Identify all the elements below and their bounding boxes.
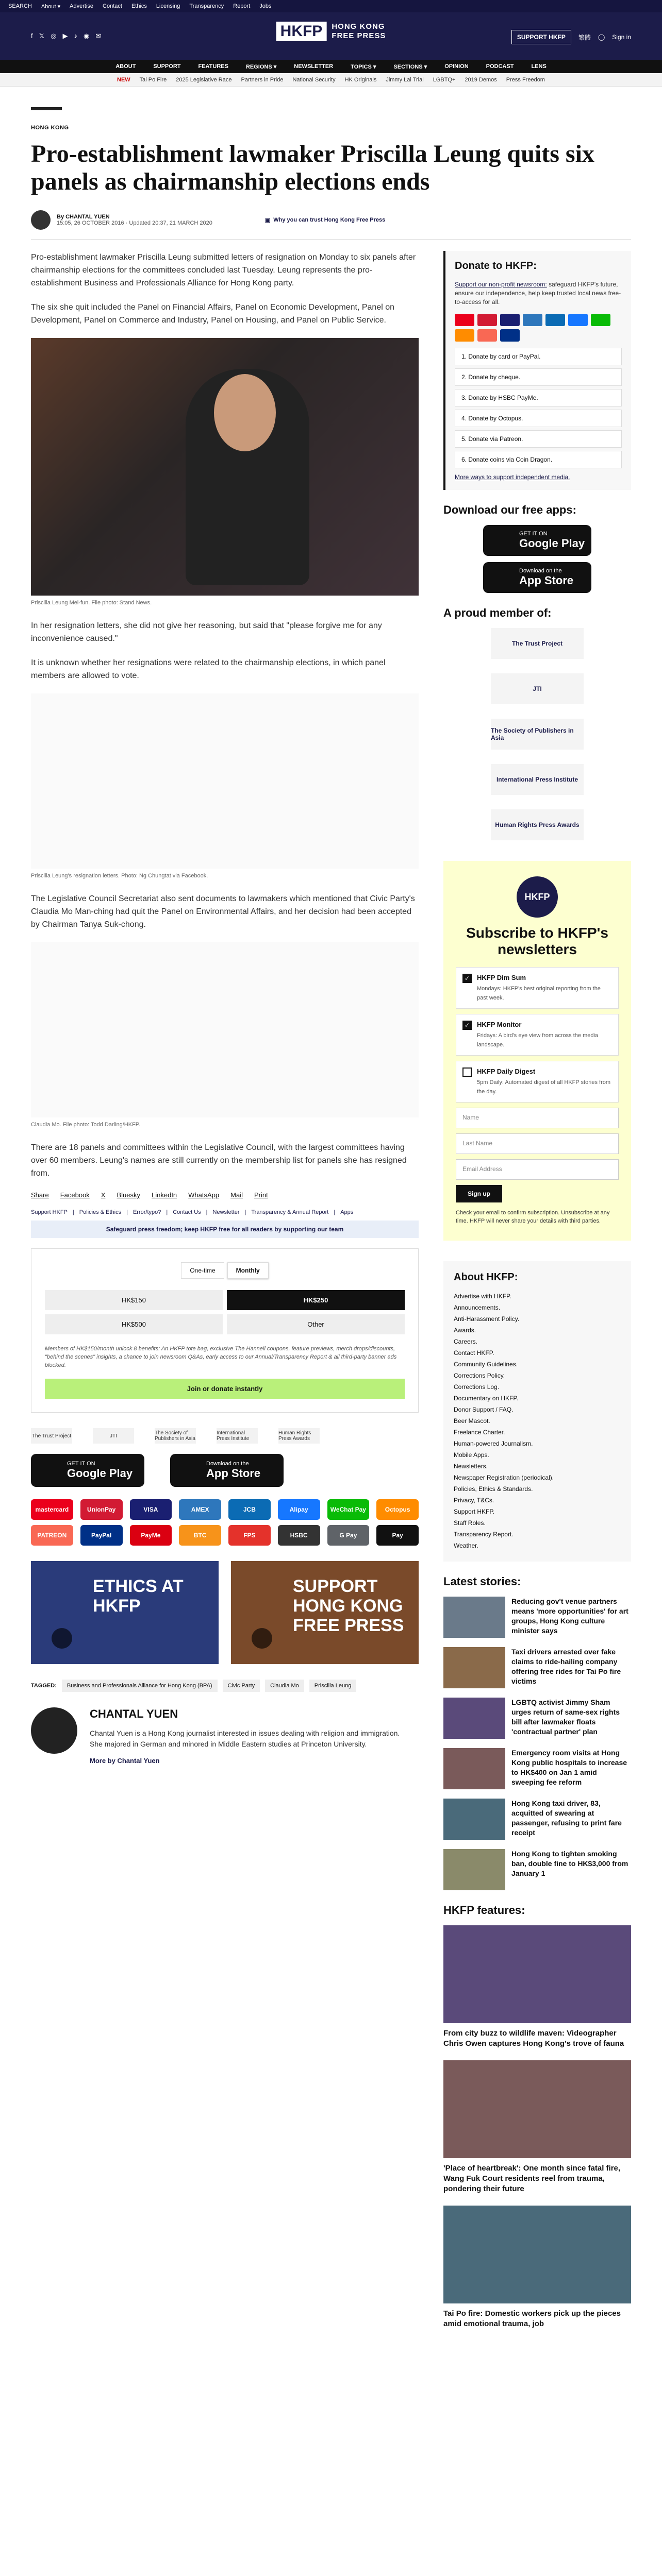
story-title[interactable]: Reducing gov't venue partners means 'more opportunities' for art groups, Hong Kong culture minister says (511, 1597, 628, 1635)
topbar-link[interactable]: Report (233, 3, 251, 9)
shield-icon: ▣ (264, 217, 271, 224)
sidebar-payment-icon (500, 329, 520, 342)
donate-option[interactable]: 2. Donate by cheque. (455, 368, 622, 386)
tag-list (31, 1680, 419, 1692)
nav-item[interactable]: OPINION (444, 63, 469, 70)
author-name[interactable]: By CHANTAL YUEN (57, 214, 110, 220)
payment-logo: BTC (179, 1525, 221, 1546)
payment-logo: mastercard (31, 1499, 73, 1520)
trust-link[interactable]: ▣ Why you can trust Hong Kong Free Press (264, 217, 386, 224)
paragraph: Pro-establishment lawmaker Priscilla Leung submitted letters of resignation on Monday to six panels after chairmanship elections for the committees concluded last Tuesday. Leung represents the pro-establishment Business and Professionals Alliance for Hong Kong party. (31, 253, 416, 287)
story-thumbnail[interactable] (443, 1597, 505, 1638)
about-link[interactable]: Donor Support / FAQ. (454, 1406, 514, 1413)
trending-link[interactable]: 2025 Legislative Race (176, 76, 232, 83)
newsletter-title: Subscribe to HKFP's newsletters (466, 925, 608, 957)
topbar-link[interactable]: Transparency (189, 3, 224, 9)
feature-image[interactable] (443, 2206, 631, 2303)
paragraph: There are 18 panels and committees within the Legislative Council, with the largest committees having over 60 members. Leung's names are still currently on the membership list for panels she has resigned from. (31, 1143, 407, 1178)
topbar-link[interactable]: About ▾ (41, 3, 61, 10)
about-link[interactable]: Weather. (454, 1542, 478, 1549)
payment-logo: G Pay (327, 1525, 370, 1546)
play-icon[interactable] (252, 1628, 272, 1649)
newsletter-fineprint: Check your email to confirm subscription. Unsubscribe at any time. HKFP will never share your details with third parties. (456, 1210, 610, 1224)
title-rule (31, 107, 62, 110)
payment-logo: JCB (228, 1499, 271, 1520)
social-icon[interactable]: ♪ (74, 32, 77, 40)
tag-chip[interactable]: Civic Party (223, 1680, 260, 1692)
member-org-logo[interactable]: Human Rights Press Awards (491, 809, 584, 840)
share-link[interactable]: Share (31, 1191, 49, 1199)
payment-logo: UnionPay (80, 1499, 123, 1520)
footer-link[interactable]: Transparency & Annual Report (251, 1209, 329, 1215)
topbar-link[interactable]: Contact (103, 3, 122, 9)
share-bar (31, 1191, 419, 1199)
story-title[interactable]: Emergency room visits at Hong Kong public hospitals to increase to HK$400 on Jan 1 amid sweeping fee reform (511, 1749, 627, 1786)
member-logo[interactable]: Human Rights Press Awards (278, 1428, 320, 1444)
site-logo[interactable] (276, 22, 386, 41)
trending-link[interactable]: Partners in Pride (241, 76, 284, 83)
share-link[interactable]: LinkedIn (152, 1191, 177, 1199)
newsletter-badge: HKFP (517, 876, 558, 918)
sidebar-payment-icon (568, 314, 588, 326)
trending-nav (0, 73, 662, 87)
author-photo[interactable] (31, 1707, 77, 1754)
about-link[interactable]: Transparency Report. (454, 1531, 514, 1538)
donate-option[interactable]: 4. Donate by Octopus. (455, 410, 622, 427)
member-logo[interactable]: The Trust Project (31, 1428, 72, 1444)
about-link[interactable]: Contact HKFP. (454, 1349, 494, 1357)
newsletter-desc: Fridays: A bird's eye view from across the media landscape. (477, 1032, 599, 1048)
payment-logo: PATREON (31, 1525, 73, 1546)
payment-logo: HSBC (278, 1525, 320, 1546)
tag-chip[interactable]: Claudia Mo (265, 1680, 304, 1692)
about-link[interactable]: Policies, Ethics & Standards. (454, 1485, 533, 1493)
latest-story[interactable] (443, 1597, 631, 1638)
about-link[interactable]: Freelance Charter. (454, 1429, 505, 1436)
latest-story[interactable] (443, 1748, 631, 1789)
amount-option[interactable]: HK$150 (45, 1290, 223, 1310)
footer-link[interactable]: | (72, 1209, 74, 1215)
story-thumbnail[interactable] (443, 1647, 505, 1688)
last-name-input[interactable]: Last Name (456, 1133, 619, 1154)
checkbox[interactable]: ✓ (462, 974, 472, 983)
byline (31, 210, 631, 230)
about-link[interactable]: Corrections Policy. (454, 1372, 505, 1379)
photo-caption: Priscilla Leung Mei-fun. File photo: Stand News. (31, 600, 152, 606)
feature-title[interactable]: 'Place of heartbreak': One month since fatal fire, Wang Fuk Court residents reel from trauma, pondering their future (443, 2164, 621, 2193)
feature-title[interactable]: Tai Po fire: Domestic workers pick up the pieces amid emotional trauma, job (443, 2309, 621, 2328)
donate-option[interactable]: 3. Donate by HSBC PayMe. (455, 389, 622, 406)
topbar-link[interactable]: Advertise (70, 3, 94, 9)
paragraph: The Legislative Council Secretariat also sent documents to lawmakers which mentioned that Civic Party's Claudia Mo Man-ching had quit the Panel on Environmental Affairs, and her decision had been accepted by Chairman Tanya Suk-chong. (31, 894, 415, 929)
nav-item[interactable]: REGIONS ▾ (245, 63, 277, 70)
trending-link[interactable]: HK Originals (344, 76, 377, 83)
author-bio: Chantal Yuen is a Hong Kong journalist interested in issues dealing with religion and immigration. She majored in German and minored in Middle Eastern studies at Princeton University. (90, 1729, 400, 1748)
logo-text: HONG KONG FREE PRESS (332, 22, 386, 40)
feature-image[interactable] (443, 1925, 631, 2023)
payment-logo: VISA (130, 1499, 172, 1520)
about-link[interactable]: Community Guidelines. (454, 1361, 518, 1368)
nav-item[interactable]: FEATURES (198, 63, 228, 70)
payment-logo: Octopus (376, 1499, 419, 1520)
about-link[interactable]: Newsletters. (454, 1463, 488, 1470)
about-link[interactable]: Documentary on HKFP. (454, 1395, 519, 1402)
paragraph: The six she quit included the Panel on Financial Affairs, Panel on Economic Development, Panel on Development, Panel on Commerce and Industry, Panel on Housing, and Panel on Public Service. (31, 303, 395, 325)
topbar-link[interactable]: SEARCH (8, 3, 32, 9)
email-input[interactable]: Email Address (456, 1159, 619, 1180)
latest-story[interactable] (443, 1849, 631, 1890)
photo-caption: Priscilla Leung's resignation letters. Photo: Ng Chungtat via Facebook. (31, 873, 208, 879)
first-name-input[interactable]: Name (456, 1108, 619, 1128)
payment-logo: Pay (376, 1525, 419, 1546)
payment-logo: Alipay (278, 1499, 320, 1520)
embedded-image-placeholder (31, 693, 419, 869)
topbar-link[interactable]: Jobs (259, 3, 272, 9)
tag-chip[interactable]: Business and Professionals Alliance for Hong Kong (BPA) (62, 1680, 218, 1692)
member-logo[interactable]: International Press Institute (217, 1428, 258, 1444)
social-icon[interactable]: f (31, 32, 33, 40)
newsletter-desc: Mondays: HKFP's best original reporting from the past week. (477, 986, 601, 1001)
more-ways-link[interactable]: More ways to support independent media. (455, 473, 570, 481)
sidebar-google-play-button[interactable]: GET IT ON Google Play (483, 525, 591, 556)
member-logo[interactable]: The Society of Publishers in Asia (155, 1428, 196, 1444)
feature-story[interactable] (443, 2206, 631, 2329)
photo-caption: Claudia Mo. File photo: Todd Darling/HKFP. (31, 1122, 140, 1128)
payment-logo: WeChat Pay (327, 1499, 370, 1520)
about-link[interactable]: Staff Roles. (454, 1519, 486, 1527)
latest-title: Latest stories: (443, 1575, 521, 1588)
social-icon[interactable]: ◎ (51, 32, 57, 40)
feature-story[interactable] (443, 2060, 631, 2194)
donation-widget (31, 1248, 419, 1413)
signup-button[interactable]: Sign up (456, 1185, 502, 1202)
about-link[interactable]: Mobile Apps. (454, 1451, 489, 1459)
sidebar-payment-icon (455, 329, 474, 342)
social-icon[interactable]: 𝕏 (39, 32, 45, 40)
donate-box (443, 251, 631, 490)
donate-option[interactable]: 5. Donate via Patreon. (455, 430, 622, 448)
article-title: Pro-establishment lawmaker Priscilla Leung quits six panels as chairmanship elections ends (31, 140, 594, 195)
article-body (31, 251, 419, 2341)
trending-link[interactable]: Tai Po Fire (139, 76, 167, 83)
about-link[interactable]: Support HKFP. (454, 1508, 495, 1515)
nav-item[interactable]: LENS (531, 63, 547, 70)
tags-label: TAGGED: (31, 1683, 57, 1689)
author-avatar[interactable] (31, 210, 51, 230)
footer-links (31, 1209, 419, 1215)
signin-link[interactable]: Sign in (612, 33, 631, 41)
checkbox[interactable]: ✓ (462, 1021, 472, 1030)
sidebar-app-store-button[interactable]: Download on the App Store (483, 562, 591, 593)
author-box (31, 1707, 419, 1765)
checkbox[interactable] (462, 1067, 472, 1077)
newsletter-name: HKFP Monitor (477, 1021, 522, 1028)
about-link[interactable]: Advertise with HKFP. (454, 1293, 511, 1300)
newsletter-option[interactable] (456, 1061, 619, 1103)
footer-link[interactable]: Newsletter (212, 1209, 240, 1215)
donate-intro: Support our non-profit newsroom: safeguard HKFP's future, ensure our independence, help keep trusted local news free-to-access for all. (455, 281, 621, 306)
story-title[interactable]: LGBTQ activist Jimmy Sham urges return of same-sex rights bill after lawmaker floats 'contractual partner' plan (511, 1698, 620, 1736)
footer-link[interactable]: Apps (340, 1209, 354, 1215)
about-link[interactable]: Newspaper Registration (periodical). (454, 1474, 554, 1481)
newsletter-option[interactable] (456, 967, 619, 1009)
main-nav (0, 60, 662, 73)
payment-logos (31, 1499, 419, 1546)
newsletter-name: HKFP Daily Digest (477, 1067, 536, 1075)
paragraph: It is unknown whether her resignations were related to the chairmanship elections, in which panel members are allowed to vote. (31, 658, 386, 680)
embedded-image-placeholder (31, 942, 419, 1117)
footer-link[interactable]: | (206, 1209, 208, 1215)
about-link[interactable]: Corrections Log. (454, 1383, 500, 1391)
member-org-logo[interactable]: The Society of Publishers in Asia (491, 719, 584, 750)
trending-link[interactable]: LGBTQ+ (433, 76, 456, 83)
nav-item[interactable]: NEWSLETTER (294, 63, 334, 70)
member-org-logo[interactable]: The Trust Project (491, 628, 584, 659)
tag-chip[interactable]: Priscilla Leung (309, 1680, 357, 1692)
member-org-logo[interactable]: International Press Institute (491, 764, 584, 795)
sidebar-payment-logos (455, 314, 622, 342)
about-link[interactable]: Anti-Harassment Policy. (454, 1315, 520, 1323)
nav-item[interactable]: SUPPORT (153, 63, 181, 70)
app-store-button[interactable]: Download on the App Store (170, 1454, 284, 1487)
safeguard-banner[interactable]: Safeguard press freedom; keep HKFP free for all readers by supporting our team (31, 1221, 419, 1238)
sidebar-payment-icon (545, 314, 565, 326)
amount-option[interactable]: Other (227, 1314, 405, 1334)
trending-link[interactable]: 2019 Demos (465, 76, 497, 83)
site-header (0, 12, 662, 60)
tab-monthly[interactable]: Monthly (227, 1262, 269, 1279)
top-utility-bar (0, 0, 662, 12)
sidebar-payment-icon (455, 314, 474, 326)
story-title[interactable]: Hong Kong taxi driver, 83, acquitted of swearing at passenger, refusing to print fare receipt (511, 1799, 622, 1837)
publish-date: 15:05, 26 OCTOBER 2016 · Updated 20:37, 21 MARCH 2020 (57, 220, 212, 226)
sidebar-payment-icon (500, 314, 520, 326)
trending-link[interactable]: National Security (292, 76, 336, 83)
logo-mark: HKFP (276, 22, 327, 41)
footer-link[interactable]: | (166, 1209, 168, 1215)
donate-title: Donate to HKFP: (455, 260, 537, 272)
join-button[interactable]: Join or donate instantly (45, 1379, 405, 1399)
payment-logo: PayPal (80, 1525, 123, 1546)
language-link[interactable]: 繁體 (578, 33, 591, 41)
new-badge[interactable]: NEW (117, 76, 130, 83)
amount-option[interactable]: HK$250 (227, 1290, 405, 1310)
about-link[interactable]: Awards. (454, 1327, 476, 1334)
support-video-banner[interactable]: SUPPORT HONG KONG FREE PRESS (231, 1561, 419, 1664)
apps-title: Download our free apps: (443, 503, 576, 516)
payment-logo: AMEX (179, 1499, 221, 1520)
share-link[interactable]: X (101, 1191, 106, 1199)
footer-link[interactable]: Policies & Ethics (79, 1209, 122, 1215)
share-link[interactable]: Bluesky (117, 1191, 140, 1199)
support-button[interactable]: SUPPORT HKFP (511, 30, 571, 44)
footer-link[interactable]: | (126, 1209, 128, 1215)
about-link[interactable]: Beer Mascot. (454, 1417, 490, 1425)
feature-story[interactable] (443, 1925, 631, 2049)
story-thumbnail[interactable] (443, 1849, 505, 1890)
latest-story[interactable] (443, 1799, 631, 1840)
social-icon[interactable]: ◉ (83, 32, 90, 40)
newsletter-name: HKFP Dim Sum (477, 974, 526, 981)
topbar-link[interactable]: Licensing (156, 3, 180, 9)
about-link[interactable]: Human-powered Journalism. (454, 1440, 533, 1447)
more-by-author-link[interactable]: More by Chantal Yuen (90, 1757, 160, 1765)
footer-link[interactable]: Support HKFP (31, 1209, 68, 1215)
features-title: HKFP features: (443, 1904, 525, 1917)
member-org-logo[interactable]: JTI (491, 673, 584, 704)
feature-image[interactable] (443, 2060, 631, 2158)
play-icon[interactable] (52, 1628, 72, 1649)
about-box (443, 1261, 631, 1562)
payment-logo: PayMe (130, 1525, 172, 1546)
membership-note: Members of HK$150/month unlock 8 benefits: An HKFP tote bag, exclusive The Hannell coupons, feature previews, merch drops/discounts, "behind the scenes" insights, a chance to join newsroom Q&As, early access to our Annual/Transparency Report & all third-party banner ads blocked. (45, 1346, 397, 1368)
trending-link[interactable]: Press Freedom (506, 76, 545, 83)
header-actions (511, 30, 631, 44)
story-title[interactable]: Taxi drivers arrested over fake claims to ride-hailing company offering free rides for Tai Po fire victims (511, 1648, 621, 1685)
sidebar (443, 251, 631, 2341)
member-logo-row (31, 1428, 419, 1444)
nav-item[interactable]: ABOUT (115, 63, 136, 70)
about-link[interactable]: Careers. (454, 1338, 478, 1345)
story-title[interactable]: Hong Kong to tighten smoking ban, double fine to HK$3,000 from January 1 (511, 1850, 628, 1877)
article-photo[interactable] (31, 338, 419, 596)
footer-link[interactable]: Error/typo? (133, 1209, 161, 1215)
newsletter-signup (443, 861, 631, 1241)
share-link[interactable]: WhatsApp (188, 1191, 220, 1199)
newsletter-option[interactable] (456, 1014, 619, 1056)
about-link[interactable]: Privacy, T&Cs. (454, 1497, 494, 1504)
sidebar-payment-icon (591, 314, 610, 326)
article-kicker[interactable]: HONG KONG (31, 125, 69, 131)
google-play-button[interactable]: GET IT ON Google Play (31, 1454, 144, 1487)
social-icon[interactable]: ✉ (95, 32, 102, 40)
divider (31, 239, 631, 240)
sidebar-payment-icon (477, 329, 497, 342)
member-logo[interactable]: JTI (93, 1428, 134, 1444)
feature-title[interactable]: From city buzz to wildlife maven: Videographer Chris Owen captures Hong Kong's trove of fauna (443, 2029, 624, 2048)
nav-item[interactable]: TOPICS ▾ (351, 63, 376, 70)
ethics-video-banner[interactable]: ETHICS AT HKFP (31, 1561, 219, 1664)
share-link[interactable]: Print (254, 1191, 268, 1199)
user-icon[interactable]: ◯ (598, 33, 605, 41)
about-title: About HKFP: (454, 1272, 518, 1283)
share-link[interactable]: Facebook (60, 1191, 90, 1199)
trending-link[interactable]: Jimmy Lai Trial (386, 76, 424, 83)
footer-link[interactable]: | (334, 1209, 336, 1215)
member-title: A proud member of: (443, 606, 552, 619)
social-links (31, 32, 101, 40)
footer-link[interactable]: Contact Us (173, 1209, 201, 1215)
story-thumbnail[interactable] (443, 1698, 505, 1739)
about-link[interactable]: Announcements. (454, 1304, 501, 1311)
amount-option[interactable]: HK$500 (45, 1314, 223, 1334)
latest-story[interactable] (443, 1698, 631, 1739)
nav-item[interactable]: PODCAST (486, 63, 514, 70)
topbar-link[interactable]: Ethics (131, 3, 147, 9)
tab-one-time[interactable]: One-time (181, 1262, 224, 1279)
newsletter-desc: 5pm Daily: Automated digest of all HKFP stories from the day. (477, 1079, 611, 1095)
paragraph: In her resignation letters, she did not give her reasoning, but said that "please forgive me for any inconvenience caused." (31, 621, 382, 643)
nav-item[interactable]: SECTIONS ▾ (393, 63, 427, 70)
story-thumbnail[interactable] (443, 1799, 505, 1840)
social-icon[interactable]: ▶ (62, 32, 68, 40)
author-box-name[interactable]: CHANTAL YUEN (90, 1707, 178, 1720)
photo-face (214, 374, 276, 451)
donate-option[interactable]: 6. Donate coins via Coin Dragon. (455, 451, 622, 468)
sidebar-payment-icon (477, 314, 497, 326)
payment-logo: FPS (228, 1525, 271, 1546)
footer-link[interactable]: | (244, 1209, 246, 1215)
donate-option[interactable]: 1. Donate by card or PayPal. (455, 348, 622, 365)
latest-story[interactable] (443, 1647, 631, 1688)
story-thumbnail[interactable] (443, 1748, 505, 1789)
share-link[interactable]: Mail (230, 1191, 243, 1199)
sidebar-payment-icon (523, 314, 542, 326)
